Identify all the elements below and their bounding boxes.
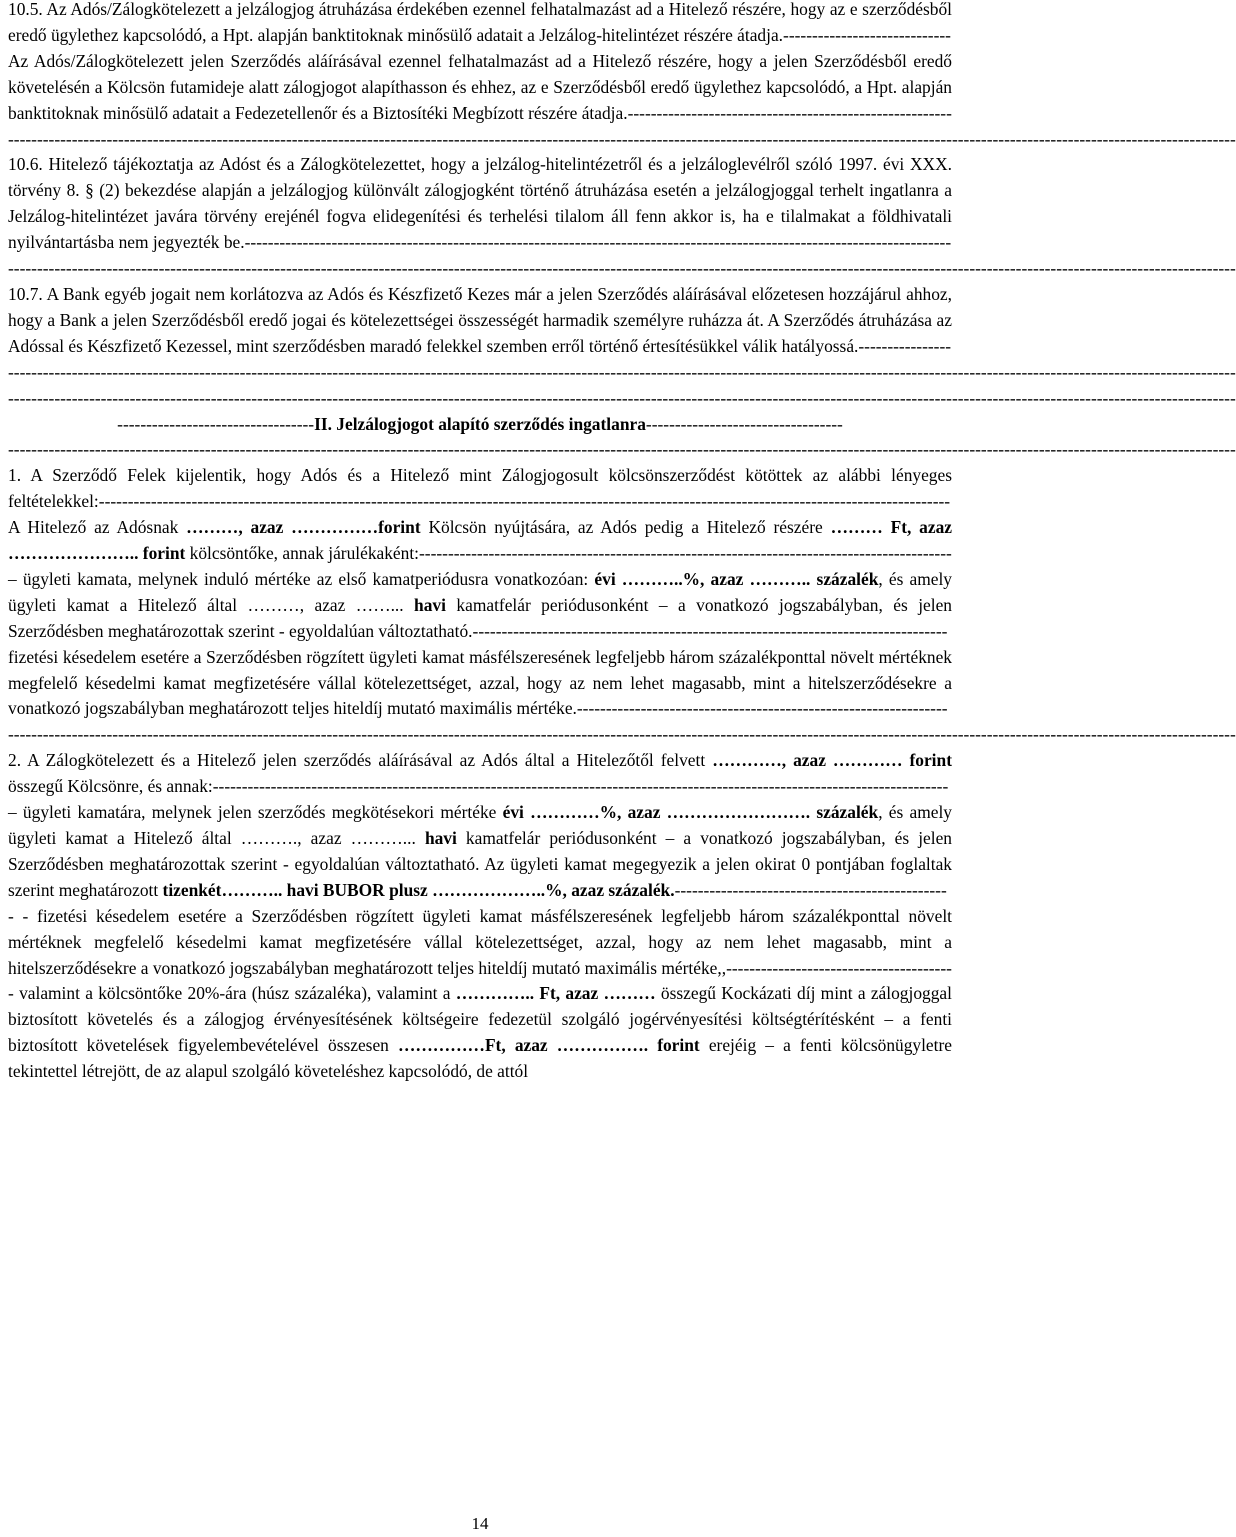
dash-leader: --------------------------------------- xyxy=(726,957,952,978)
dash-leader: ---------------------------------------------------------------- xyxy=(576,698,948,719)
dash-leader: -------------------------------------------------------- xyxy=(627,102,952,123)
section-2-interest-terms: – ügyleti kamatára, melynek jelen szerződés megkötésekori mértéke évi …………%, azaz ……………………. százalék, és amely ügyleti kamat a Hitelező által ………., azaz ………... havi kamatfelár periódusonként – a vonatkozó jogszabályban, és jelen Szerződésben meghatározottak szerint - egyoldalúan változtatható. Az ügyleti kamat megegyezik a jelen okirat 0 pontjában foglaltak szerint meghatározott tizenkét……….. havi BUBOR plusz ………………..%, azaz százalék.----------------------------------------------- xyxy=(8,802,952,900)
paragraph-10-7-assignment: 10.7. A Bank egyéb jogait nem korlátozva az Adós és Készfizető Kezes már a jelen Szerződés aláírásával előzetesen hozzájárul ahhoz, hogy a Bank a jelen Szerződésből eredő jogai és kötelezettségei összességét harmadik személyre ruházza át. A Szerződés átruházása az Adóssal és Készfizető Kezessel, mint szerződésben maradó felekkel szemben erről történő értesítésükkel válik hatályossá.---------------- xyxy=(8,283,952,356)
dash-filler-line: -------------------------------------------------------------------------------------------------------------------------------------------------------------------------------------------------------------------- xyxy=(8,439,1236,460)
document-body xyxy=(8,0,1236,1085)
dash-leader: ------------------------------------------------------------------------------------------------------------------------------- xyxy=(212,776,949,797)
dash-filler-line: -------------------------------------------------------------------------------------------------------------------------------------------------------------------------------------------------------------------- xyxy=(8,258,1236,279)
dash-leader: -------------------------------------------------------------------------------------------- xyxy=(419,543,952,564)
dash-leader: -------------------------------------------------------------------------------------------------------------------------- xyxy=(244,232,952,253)
dash-filler-line: -------------------------------------------------------------------------------------------------------------------------------------------------------------------------------------------------------------------- xyxy=(8,128,1236,149)
paragraph-10-6-information: 10.6. Hitelező tájékoztatja az Adóst és a Zálogkötelezettet, hogy a jelzálog-hitelintézetről és a jelzáloglevélről szóló 1997. évi XXX. törvény 8. § (2) bekezdése alapján a jelzálogjog különvált zálogjogként történő átruházása esetén a jelzálogjoggal terhelt ingatlanra a Jelzálog-hitelintézet javára törvény erejénél fogva elidegenítési és terhelési tilalom áll fenn akkor is, ha e tilalmakat a földhivatali nyilvántartásba nem jegyezték be.-------------------------------------------------------------------------------------------------------------------------- xyxy=(8,154,952,253)
dash-filler-line: -------------------------------------------------------------------------------------------------------------------------------------------------------------------------------------------------------------------- xyxy=(8,361,1236,382)
dash-leader: --------------------------------------------------------------------------------------------------------------------------------------------------- xyxy=(98,491,951,512)
paragraph-10-5-collateral: Az Adós/Zálogkötelezett jelen Szerződés aláírásával ezennel felhatalmazást ad a Hitelező részére, hogy a jelen Szerződésből eredő követelésén a Kölcsön futamideje alatt zálogjogot alapíthasson és ehhez, az e Szerződésből eredő ügylethez kapcsolódó, a Hpt. alapján banktitoknak minősülő adatait a Fedezetellenőr és a Biztosítéki Megbízott részére átadja.-------------------------------------------------------- xyxy=(8,50,952,123)
dash-leader: ---------------- xyxy=(858,335,952,356)
dash-filler-line: -------------------------------------------------------------------------------------------------------------------------------------------------------------------------------------------------------------------- xyxy=(8,724,1236,745)
page-number: 14 xyxy=(471,1514,489,1533)
section-1-late-payment: fizetési késedelem esetére a Szerződésben rögzített ügyleti kamat másfélszeresének legfeljebb három százalékponttal növelt mértéknek megfelelő késedelmi kamat megfizetésére vállal kötelezettséget, azzal, hogy az nem lehet magasabb, mint a hitelszerződésekre a vonatkozó jogszabályban meghatározott teljes hiteldíj mutató maximális mértéke.---------------------------------------------------------------- xyxy=(8,646,952,719)
section-1-interest-terms: – ügyleti kamata, melynek induló mértéke az első kamatperiódusra vonatkozóan: évi ………..%, azaz ……….. százalék, és amely ügyleti kamat a Hitelező által ………, azaz ……... havi kamatfelár periódusonként – a vonatkozó jogszabályban, és jelen Szerződésben meghatározottak szerint - egyoldalúan változtatható.---------------------------------------------------------------------------------- xyxy=(8,568,952,641)
dash-filler-line: -------------------------------------------------------------------------------------------------------------------------------------------------------------------------------------------------------------------- xyxy=(8,387,1236,408)
section-1-intro: 1. A Szerződő Felek kijelentik, hogy Adós és a Hitelező mint Zálogjogosult kölcsönszerződést kötöttek az alábbi lényeges feltételekkel:--------------------------------------------------------------------------------------------------------------------------------------------------- xyxy=(8,465,952,512)
dash-leader: ----------------------------- xyxy=(783,24,951,45)
section-1-loan-terms: A Hitelező az Adósnak ………, azaz ……………forint Kölcsön nyújtására, az Adós pedig a Hitelező részére ……… Ft, azaz ………………….. forint kölcsöntőke, annak járulékaként:-------------------------------------------------------------------------------------------- xyxy=(8,517,952,564)
dash-leader: ----------------------------------------------- xyxy=(674,879,947,900)
section-2-intro: 2. A Zálogkötelezett és a Hitelező jelen szerződés aláírásával az Adós által a Hitelezőtől felvett …………, azaz ………… forint összegű Kölcsönre, és annak:------------------------------------------------------------------------------------------------------------------------------- xyxy=(8,750,952,797)
dash-leader: ---------------------------------------------------------------------------------- xyxy=(472,620,948,641)
section-2-risk-fee: - valamint a kölcsöntőke 20%-ára (húsz százaléka), valamint a ………….. Ft, azaz ……… összegű Kockázati díj mint a zálogjoggal biztosított követelés és a zálogjog érvényesítésének költségeire fedezetül szolgáló jogérvényesítési költségtérítésként – a fenti biztosított követelések figyelembevételével összesen ……………Ft, azaz ……………. forint erejéig – a fenti kölcsönügyletre tekintettel létrejött, de az alapul szolgáló követeléshez kapcsolódó, de attól xyxy=(8,983,952,1082)
section-heading: ----------------------------------II. Jelzálogjogot alapító szerződés ingatlanra---------------------------------- xyxy=(117,413,843,434)
section-2-late-payment: - - fizetési késedelem esetére a Szerződésben rögzített ügyleti kamat másfélszeresének legfeljebb három százalékponttal növelt mértéknek megfelelő késedelmi kamat megfizetésére vállal kötelezettséget, azzal, hogy az nem lehet magasabb, mint a hitelszerződésekre a vonatkozó jogszabályban meghatározott teljes hiteldíj mutató maximális mértéke,,--------------------------------------- xyxy=(8,905,952,978)
paragraph-10-5-authorization: 10.5. Az Adós/Zálogkötelezett a jelzálogjog átruházása érdekében ezennel felhatalmazást ad a Hitelező részére, hogy az e szerződésből eredő ügylethez kapcsolódó, a Hpt. alapján banktitoknak minősülő adatait a Jelzálog-hitelintézet részére átadja.----------------------------- xyxy=(8,0,952,45)
